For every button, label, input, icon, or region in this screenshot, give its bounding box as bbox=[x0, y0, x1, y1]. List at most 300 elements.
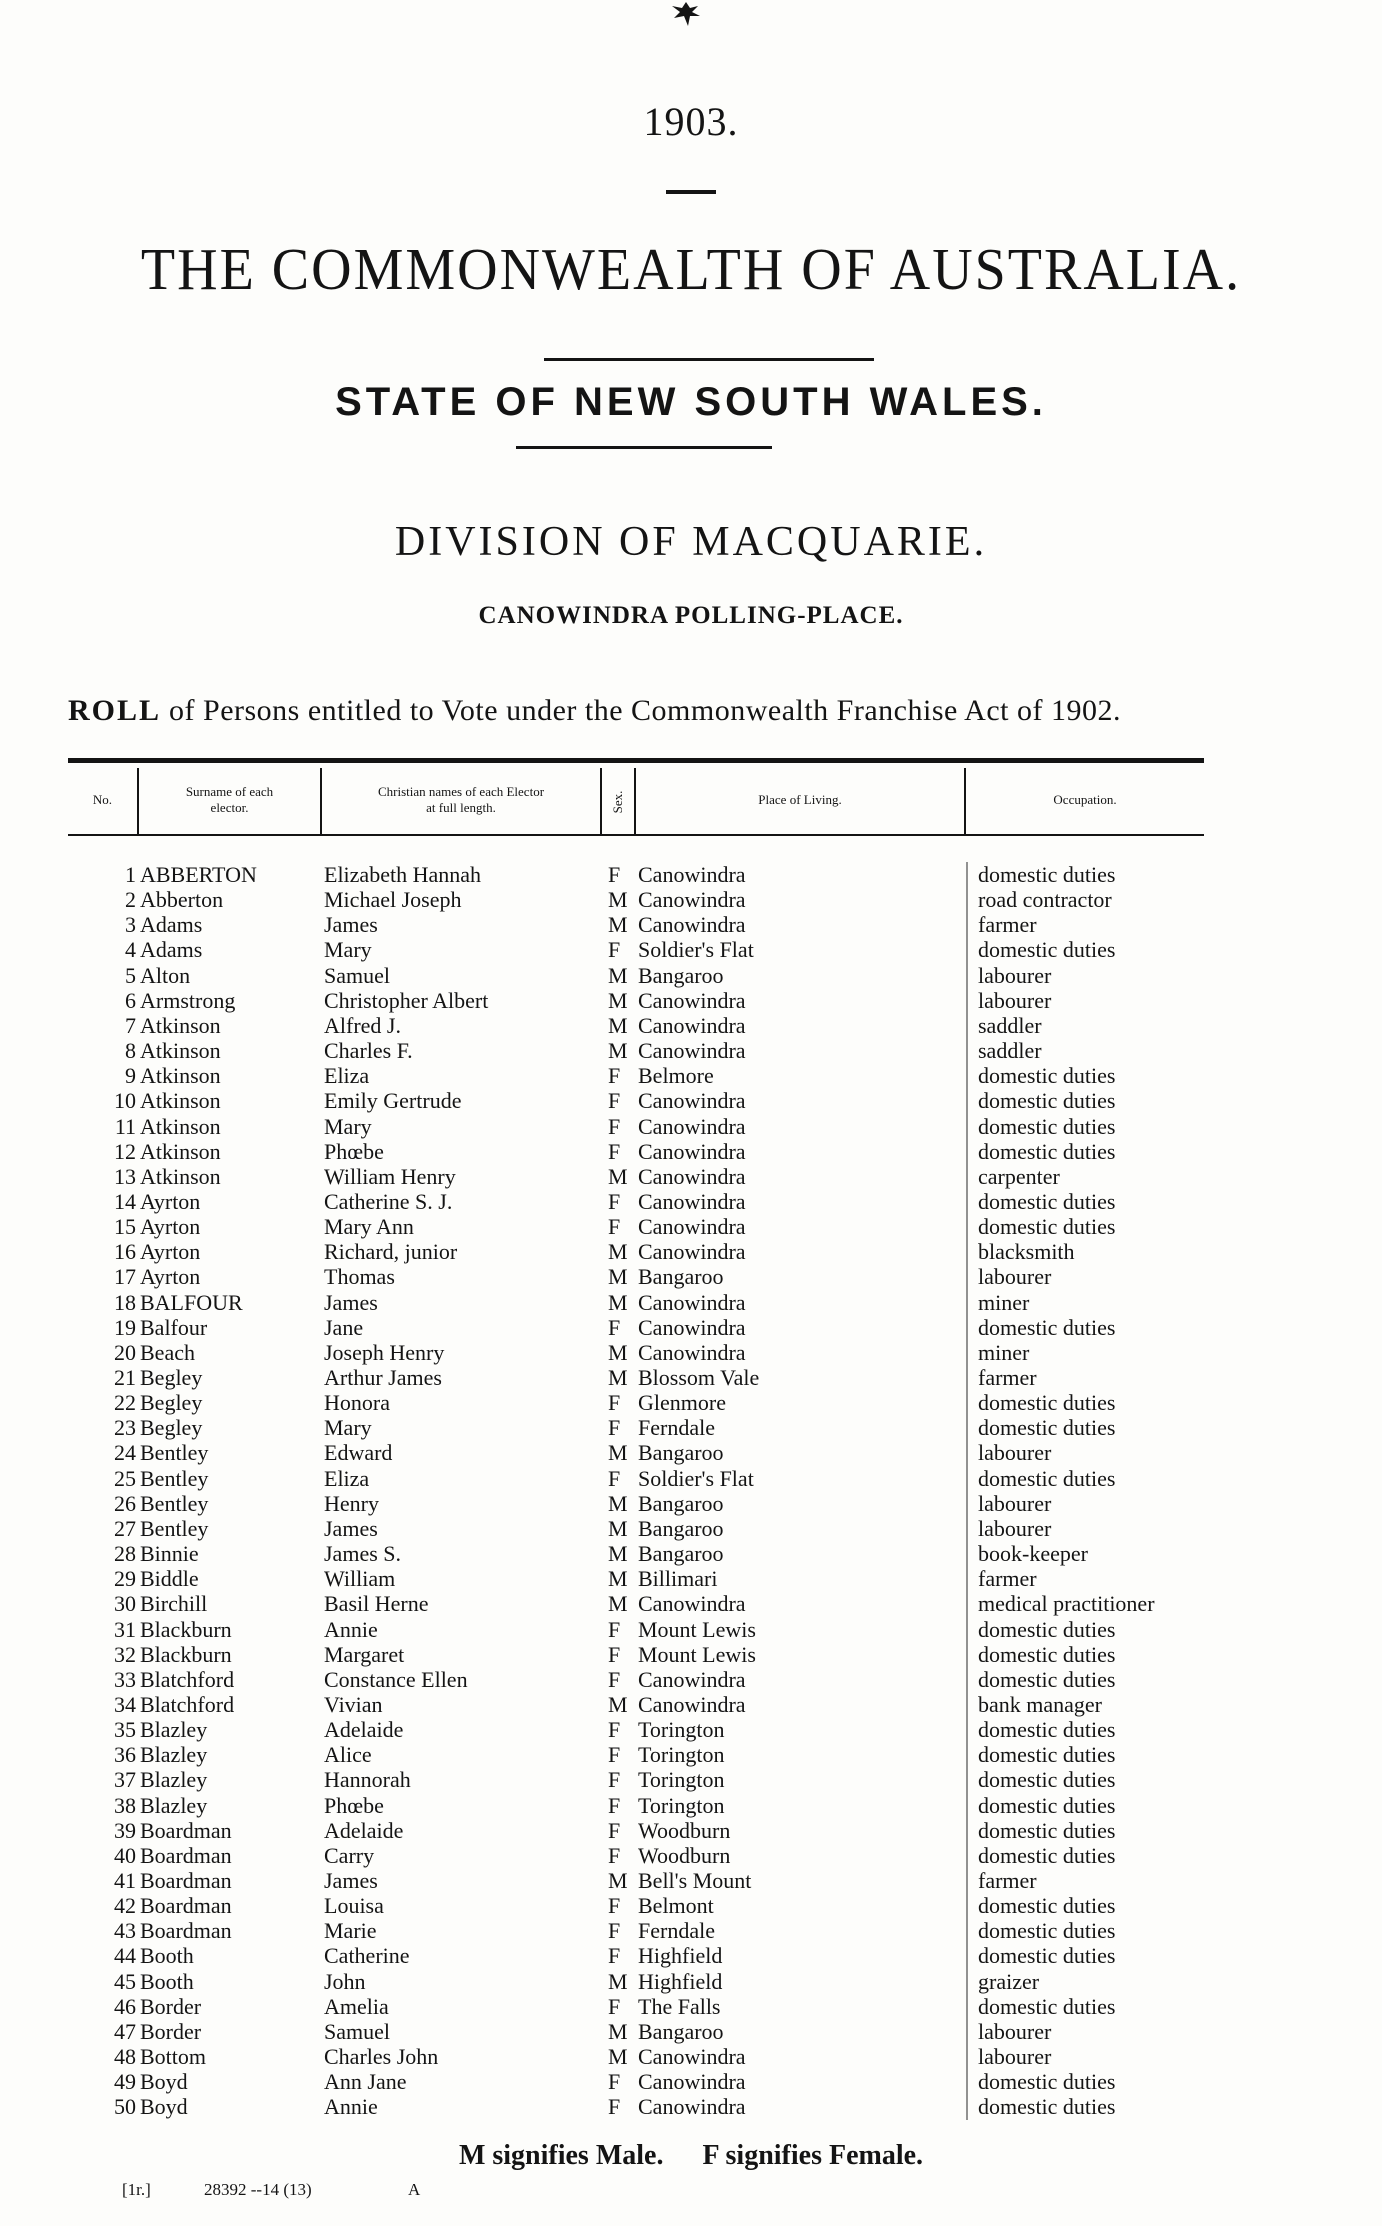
cell-occupation: medical practitioner bbox=[978, 1591, 1155, 1617]
cell-sex: F bbox=[608, 1641, 621, 1667]
cell-place: Highfield bbox=[638, 1943, 723, 1969]
cell-occupation: saddler bbox=[978, 1012, 1042, 1038]
cell-surname: Adams bbox=[140, 937, 203, 963]
cell-place: Canowindra bbox=[638, 1339, 746, 1365]
cell-surname: Blackburn bbox=[140, 1641, 232, 1667]
cell-no: 22 bbox=[114, 1390, 136, 1416]
cell-no: 49 bbox=[114, 2069, 136, 2095]
cell-surname: Bentley bbox=[140, 1465, 209, 1491]
table-row bbox=[0, 1063, 1382, 1088]
cell-sex: F bbox=[608, 1616, 621, 1642]
table-top-rule bbox=[68, 758, 1204, 763]
cell-sex: M bbox=[608, 1440, 628, 1466]
cell-occupation: miner bbox=[978, 1289, 1030, 1315]
cell-occupation: farmer bbox=[978, 1365, 1037, 1390]
cell-christian-names: Joseph Henry bbox=[324, 1339, 445, 1365]
cell-occupation: domestic duties bbox=[978, 1792, 1116, 1818]
cell-christian-names: Jane bbox=[324, 1314, 364, 1340]
cell-occupation: domestic duties bbox=[978, 1415, 1116, 1441]
cell-christian-names: Charles F. bbox=[324, 1038, 413, 1064]
table-row bbox=[0, 1818, 1382, 1843]
cell-place: Canowindra bbox=[638, 1289, 746, 1315]
sex-legend bbox=[0, 2140, 1382, 2172]
cell-no: 40 bbox=[114, 1842, 136, 1868]
cell-no: 4 bbox=[125, 937, 136, 963]
cell-occupation: domestic duties bbox=[978, 1088, 1116, 1114]
cell-occupation: domestic duties bbox=[978, 1742, 1116, 1768]
cell-occupation: graizer bbox=[978, 1968, 1040, 1994]
cell-surname: Balfour bbox=[140, 1314, 208, 1340]
cell-christian-names: Adelaide bbox=[324, 1817, 404, 1843]
cell-sex: M bbox=[608, 2044, 628, 2070]
cell-surname: Boyd bbox=[140, 2069, 188, 2095]
cell-surname: Ayrton bbox=[140, 1188, 201, 1214]
state-top-divider bbox=[544, 358, 874, 361]
cell-place: Canowindra bbox=[638, 1239, 746, 1265]
table-row bbox=[0, 1088, 1382, 1113]
cell-surname: Blazley bbox=[140, 1767, 208, 1793]
table-row bbox=[0, 1264, 1382, 1289]
cell-place: Billimari bbox=[638, 1566, 718, 1592]
cell-christian-names: James bbox=[324, 1289, 378, 1315]
cell-no: 50 bbox=[114, 2094, 136, 2120]
cell-christian-names: Mary bbox=[324, 1415, 372, 1441]
cell-sex: M bbox=[608, 1515, 628, 1541]
legend-female: F signifies Female. bbox=[702, 2140, 924, 2171]
cell-surname: Bentley bbox=[140, 1515, 209, 1541]
cell-sex: F bbox=[608, 2094, 621, 2120]
cell-place: Canowindra bbox=[638, 1113, 746, 1139]
cell-place: Canowindra bbox=[638, 2069, 746, 2095]
cell-surname: Atkinson bbox=[140, 1163, 221, 1189]
cell-occupation: domestic duties bbox=[978, 1993, 1116, 2019]
cell-no: 47 bbox=[114, 2018, 136, 2044]
cell-place: Bangaroo bbox=[638, 962, 724, 988]
year-divider bbox=[666, 190, 716, 194]
cell-no: 34 bbox=[114, 1691, 136, 1717]
cell-place: Canowindra bbox=[638, 1088, 746, 1114]
table-row bbox=[0, 1290, 1382, 1315]
cell-christian-names: Adelaide bbox=[324, 1717, 404, 1743]
table-row bbox=[0, 2044, 1382, 2069]
print-letter: A bbox=[408, 2180, 421, 2199]
cell-sex: M bbox=[608, 1339, 628, 1365]
cell-no: 41 bbox=[114, 1868, 136, 1893]
table-row bbox=[0, 1642, 1382, 1667]
cell-occupation: domestic duties bbox=[978, 1842, 1116, 1868]
cell-christian-names: Elizabeth Hannah bbox=[324, 862, 481, 887]
cell-place: Soldier's Flat bbox=[638, 1465, 754, 1491]
table-row bbox=[0, 1868, 1382, 1893]
cell-christian-names: Hannorah bbox=[324, 1767, 411, 1793]
cell-sex: M bbox=[608, 1691, 628, 1717]
cell-sex: F bbox=[608, 1138, 621, 1164]
cell-surname: Atkinson bbox=[140, 1138, 221, 1164]
cell-sex: F bbox=[608, 1666, 621, 1692]
cell-christian-names: Mary Ann bbox=[324, 1214, 414, 1240]
cell-occupation: labourer bbox=[978, 987, 1052, 1013]
cell-no: 1 bbox=[125, 862, 136, 887]
cell-place: Canowindra bbox=[638, 1666, 746, 1692]
cell-no: 11 bbox=[114, 1113, 136, 1139]
cell-place: Canowindra bbox=[638, 1038, 746, 1064]
cell-christian-names: Amelia bbox=[324, 1993, 389, 2019]
cell-surname: Booth bbox=[140, 1968, 194, 1994]
cell-no: 42 bbox=[114, 1893, 136, 1919]
table-row bbox=[0, 2019, 1382, 2044]
cell-occupation: farmer bbox=[978, 1566, 1037, 1592]
cell-occupation: domestic duties bbox=[978, 1138, 1116, 1164]
cell-place: The Falls bbox=[638, 1993, 721, 2019]
cell-no: 38 bbox=[114, 1792, 136, 1818]
column-header-sex-label: Sex. bbox=[610, 790, 625, 814]
cell-place: Canowindra bbox=[638, 1691, 746, 1717]
cell-no: 19 bbox=[114, 1314, 136, 1340]
print-ref: [1r.] bbox=[122, 2180, 151, 2199]
cell-no: 35 bbox=[114, 1717, 136, 1743]
table-row bbox=[0, 1767, 1382, 1792]
cell-place: Torington bbox=[638, 1792, 725, 1818]
cell-no: 36 bbox=[114, 1742, 136, 1768]
roll-description-text: of Persons entitled to Vote under the Commonwealth Franchise Act of 1902. bbox=[169, 694, 1121, 727]
cell-sex: M bbox=[608, 1868, 628, 1893]
cell-christian-names: William Henry bbox=[324, 1163, 456, 1189]
cell-place: Bangaroo bbox=[638, 1490, 724, 1516]
cell-surname: Bottom bbox=[140, 2044, 207, 2070]
table-row bbox=[0, 1415, 1382, 1440]
print-code: 28392 --14 (13) bbox=[204, 2180, 312, 2199]
cell-no: 29 bbox=[114, 1566, 136, 1592]
cell-place: Torington bbox=[638, 1717, 725, 1743]
cell-no: 13 bbox=[114, 1163, 136, 1189]
cell-occupation: domestic duties bbox=[978, 1918, 1116, 1944]
column-header-no-label: No. bbox=[92, 792, 113, 807]
cell-surname: Bentley bbox=[140, 1490, 209, 1516]
roll-description bbox=[68, 694, 1228, 728]
cell-christian-names: Christopher Albert bbox=[324, 987, 489, 1013]
cell-place: Bell's Mount bbox=[638, 1868, 752, 1893]
cell-sex: M bbox=[608, 1566, 628, 1592]
cell-occupation: domestic duties bbox=[978, 1817, 1116, 1843]
cell-surname: Blatchford bbox=[140, 1666, 235, 1692]
cell-surname: Atkinson bbox=[140, 1113, 221, 1139]
column-header-surname-line2: elector. bbox=[210, 800, 249, 815]
cell-christian-names: Michael Joseph bbox=[324, 887, 462, 913]
cell-christian-names: Catherine bbox=[324, 1943, 410, 1969]
cell-place: Belmont bbox=[638, 1893, 714, 1919]
column-header-occupation bbox=[966, 770, 1204, 854]
cell-occupation: farmer bbox=[978, 1868, 1037, 1893]
cell-sex: F bbox=[608, 1717, 621, 1743]
cell-sex: F bbox=[608, 1742, 621, 1768]
cell-place: Bangaroo bbox=[638, 2018, 724, 2044]
division-heading: DIVISION OF MACQUARIE. bbox=[394, 519, 988, 565]
cell-place: Ferndale bbox=[638, 1415, 715, 1441]
column-header-occupation-label: Occupation. bbox=[1053, 792, 1117, 807]
cell-place: Torington bbox=[638, 1742, 725, 1768]
cell-surname: Biddle bbox=[140, 1566, 199, 1592]
column-header-place bbox=[636, 770, 964, 854]
state-heading: STATE OF NEW SOUTH WALES. bbox=[335, 380, 1047, 424]
cell-sex: F bbox=[608, 1465, 621, 1491]
cell-occupation: labourer bbox=[978, 2018, 1052, 2044]
table-row bbox=[0, 1114, 1382, 1139]
table-row bbox=[0, 1491, 1382, 1516]
cell-no: 44 bbox=[114, 1943, 136, 1969]
cell-surname: Booth bbox=[140, 1943, 194, 1969]
polling-place-heading: CANOWINDRA POLLING-PLACE. bbox=[478, 602, 904, 629]
year-heading: 1903. bbox=[643, 99, 739, 144]
page-title: THE COMMONWEALTH OF AUSTRALIA. bbox=[140, 237, 1242, 303]
column-header-no bbox=[68, 770, 137, 854]
cell-place: Mount Lewis bbox=[638, 1616, 756, 1642]
cell-surname: Ayrton bbox=[140, 1239, 201, 1265]
cell-place: Belmore bbox=[638, 1063, 714, 1089]
table-row bbox=[0, 1617, 1382, 1642]
cell-occupation: labourer bbox=[978, 1490, 1052, 1516]
cell-surname: Atkinson bbox=[140, 1038, 221, 1064]
cell-surname: Begley bbox=[140, 1365, 203, 1390]
cell-occupation: domestic duties bbox=[978, 1314, 1116, 1340]
cell-sex: F bbox=[608, 1767, 621, 1793]
cell-sex: F bbox=[608, 1188, 621, 1214]
cell-surname: Alton bbox=[140, 962, 191, 988]
cell-christian-names: Mary bbox=[324, 937, 372, 963]
cell-occupation: domestic duties bbox=[978, 1063, 1116, 1089]
cell-no: 45 bbox=[114, 1968, 136, 1994]
cell-no: 8 bbox=[125, 1038, 136, 1064]
cell-occupation: bank manager bbox=[978, 1691, 1102, 1717]
cell-surname: BALFOUR bbox=[140, 1289, 243, 1315]
cell-no: 15 bbox=[114, 1214, 136, 1240]
cell-christian-names: Thomas bbox=[324, 1264, 395, 1290]
cell-sex: M bbox=[608, 1163, 628, 1189]
cell-sex: F bbox=[608, 1893, 621, 1919]
cell-no: 23 bbox=[114, 1415, 136, 1441]
cell-surname: Boardman bbox=[140, 1893, 232, 1919]
cell-no: 32 bbox=[114, 1641, 136, 1667]
cell-surname: Boardman bbox=[140, 1842, 232, 1868]
cell-place: Canowindra bbox=[638, 1012, 746, 1038]
table-row bbox=[0, 2069, 1382, 2094]
cell-no: 9 bbox=[125, 1063, 136, 1089]
cell-occupation: domestic duties bbox=[978, 2094, 1116, 2120]
cell-surname: Boardman bbox=[140, 1918, 232, 1944]
cell-no: 30 bbox=[114, 1591, 136, 1617]
table-row bbox=[0, 1340, 1382, 1365]
cell-christian-names: Basil Herne bbox=[324, 1591, 429, 1617]
cell-sex: M bbox=[608, 1541, 628, 1567]
cell-christian-names: Arthur James bbox=[324, 1365, 442, 1390]
cell-sex: M bbox=[608, 887, 628, 913]
cell-christian-names: William bbox=[324, 1566, 396, 1592]
table-row bbox=[0, 1994, 1382, 2019]
table-row bbox=[0, 912, 1382, 937]
table-row bbox=[0, 1516, 1382, 1541]
cell-occupation: domestic duties bbox=[978, 1214, 1116, 1240]
cell-surname: Armstrong bbox=[140, 987, 236, 1013]
cell-sex: F bbox=[608, 2069, 621, 2095]
cell-no: 5 bbox=[125, 962, 136, 988]
table-row bbox=[0, 1315, 1382, 1340]
cell-christian-names: Phœbe bbox=[324, 1138, 384, 1164]
cell-no: 46 bbox=[114, 1993, 136, 2019]
cell-occupation: book-keeper bbox=[978, 1541, 1088, 1567]
cell-place: Mount Lewis bbox=[638, 1641, 756, 1667]
cell-christian-names: James bbox=[324, 1515, 378, 1541]
crest-ornament-icon bbox=[668, 0, 704, 30]
cell-occupation: domestic duties bbox=[978, 1465, 1116, 1491]
table-row bbox=[0, 2094, 1382, 2119]
cell-occupation: carpenter bbox=[978, 1163, 1060, 1189]
cell-surname: Binnie bbox=[140, 1541, 199, 1567]
table-row bbox=[0, 1742, 1382, 1767]
cell-surname: Begley bbox=[140, 1390, 203, 1416]
cell-occupation: blacksmith bbox=[978, 1239, 1075, 1265]
cell-no: 33 bbox=[114, 1666, 136, 1692]
cell-occupation: miner bbox=[978, 1339, 1030, 1365]
cell-surname: Birchill bbox=[140, 1591, 208, 1617]
cell-place: Ferndale bbox=[638, 1918, 715, 1944]
table-row bbox=[0, 1918, 1382, 1943]
table-row bbox=[0, 1239, 1382, 1264]
cell-surname: Ayrton bbox=[140, 1214, 201, 1240]
cell-sex: F bbox=[608, 1993, 621, 2019]
cell-surname: Blatchford bbox=[140, 1691, 235, 1717]
cell-christian-names: Marie bbox=[324, 1918, 377, 1944]
cell-surname: Abberton bbox=[140, 887, 224, 913]
cell-occupation: domestic duties bbox=[978, 1666, 1116, 1692]
table-row bbox=[0, 1893, 1382, 1918]
cell-occupation: labourer bbox=[978, 1264, 1052, 1290]
cell-surname: Border bbox=[140, 2018, 202, 2044]
cell-surname: Boardman bbox=[140, 1817, 232, 1843]
cell-surname: Blackburn bbox=[140, 1616, 232, 1642]
cell-surname: Atkinson bbox=[140, 1088, 221, 1114]
cell-occupation: road contractor bbox=[978, 887, 1112, 913]
cell-no: 16 bbox=[114, 1239, 136, 1265]
cell-christian-names: Annie bbox=[324, 2094, 378, 2120]
cell-christian-names: Annie bbox=[324, 1616, 378, 1642]
cell-surname: Adams bbox=[140, 912, 203, 938]
cell-no: 2 bbox=[125, 887, 136, 913]
cell-occupation: domestic duties bbox=[978, 1616, 1116, 1642]
cell-christian-names: Eliza bbox=[324, 1465, 370, 1491]
cell-no: 3 bbox=[125, 912, 136, 938]
table-row bbox=[0, 1541, 1382, 1566]
cell-sex: M bbox=[608, 912, 628, 938]
cell-sex: M bbox=[608, 962, 628, 988]
cell-sex: M bbox=[608, 2018, 628, 2044]
cell-occupation: saddler bbox=[978, 1038, 1042, 1064]
cell-occupation: farmer bbox=[978, 912, 1037, 938]
cell-christian-names: James bbox=[324, 1868, 378, 1893]
cell-place: Canowindra bbox=[638, 987, 746, 1013]
cell-place: Bangaroo bbox=[638, 1541, 724, 1567]
cell-christian-names: Samuel bbox=[324, 2018, 390, 2044]
cell-christian-names: John bbox=[324, 1968, 366, 1994]
cell-place: Torington bbox=[638, 1767, 725, 1793]
table-row bbox=[0, 1717, 1382, 1742]
cell-no: 12 bbox=[114, 1138, 136, 1164]
table-row bbox=[0, 1390, 1382, 1415]
cell-no: 14 bbox=[114, 1188, 136, 1214]
cell-sex: F bbox=[608, 1817, 621, 1843]
cell-place: Soldier's Flat bbox=[638, 937, 754, 963]
cell-no: 20 bbox=[114, 1339, 136, 1365]
cell-sex: F bbox=[608, 1113, 621, 1139]
cell-no: 10 bbox=[114, 1088, 136, 1114]
cell-surname: Atkinson bbox=[140, 1063, 221, 1089]
table-row bbox=[0, 887, 1382, 912]
cell-no: 6 bbox=[125, 987, 136, 1013]
cell-place: Woodburn bbox=[638, 1817, 731, 1843]
cell-no: 43 bbox=[114, 1918, 136, 1944]
cell-sex: M bbox=[608, 1968, 628, 1994]
table-row bbox=[0, 1365, 1382, 1390]
cell-sex: F bbox=[608, 937, 621, 963]
column-header-sex bbox=[602, 770, 634, 842]
cell-place: Canowindra bbox=[638, 887, 746, 913]
cell-occupation: domestic duties bbox=[978, 1717, 1116, 1743]
cell-place: Canowindra bbox=[638, 912, 746, 938]
cell-place: Bangaroo bbox=[638, 1515, 724, 1541]
cell-place: Bangaroo bbox=[638, 1264, 724, 1290]
cell-no: 24 bbox=[114, 1440, 136, 1466]
legend-male: M signifies Male. bbox=[458, 2140, 664, 2171]
cell-christian-names: Carry bbox=[324, 1842, 375, 1868]
cell-occupation: labourer bbox=[978, 2044, 1052, 2070]
cell-christian-names: Edward bbox=[324, 1440, 393, 1466]
table-row bbox=[0, 1969, 1382, 1994]
cell-sex: M bbox=[608, 1365, 628, 1390]
table-row bbox=[0, 1038, 1382, 1063]
cell-sex: F bbox=[608, 1088, 621, 1114]
cell-christian-names: Margaret bbox=[324, 1641, 405, 1667]
cell-occupation: labourer bbox=[978, 962, 1052, 988]
cell-christian-names: Mary bbox=[324, 1113, 372, 1139]
cell-occupation: labourer bbox=[978, 1515, 1052, 1541]
cell-place: Blossom Vale bbox=[638, 1365, 760, 1390]
cell-christian-names: Vivian bbox=[324, 1691, 383, 1717]
cell-no: 18 bbox=[114, 1289, 136, 1315]
table-row bbox=[0, 1013, 1382, 1038]
cell-no: 26 bbox=[114, 1490, 136, 1516]
cell-christian-names: James S. bbox=[324, 1541, 401, 1567]
cell-place: Highfield bbox=[638, 1968, 723, 1994]
table-row bbox=[0, 1667, 1382, 1692]
cell-occupation: domestic duties bbox=[978, 1767, 1116, 1793]
table-row bbox=[0, 937, 1382, 962]
cell-surname: Boyd bbox=[140, 2094, 188, 2120]
table-row bbox=[0, 1692, 1382, 1717]
table-row bbox=[0, 1591, 1382, 1616]
cell-sex: M bbox=[608, 1264, 628, 1290]
cell-place: Canowindra bbox=[638, 1591, 746, 1617]
cell-surname: Atkinson bbox=[140, 1012, 221, 1038]
state-bottom-divider bbox=[516, 446, 772, 449]
cell-christian-names: James bbox=[324, 912, 378, 938]
roll-word: ROLL bbox=[68, 694, 162, 727]
table-row bbox=[0, 1189, 1382, 1214]
column-header-place-label: Place of Living. bbox=[758, 792, 842, 807]
cell-sex: M bbox=[608, 1490, 628, 1516]
cell-no: 7 bbox=[125, 1012, 136, 1038]
cell-christian-names: Honora bbox=[324, 1390, 390, 1416]
column-header-surname-line1: Surname of each bbox=[185, 784, 274, 799]
cell-sex: F bbox=[608, 1063, 621, 1089]
cell-sex: M bbox=[608, 1239, 628, 1265]
